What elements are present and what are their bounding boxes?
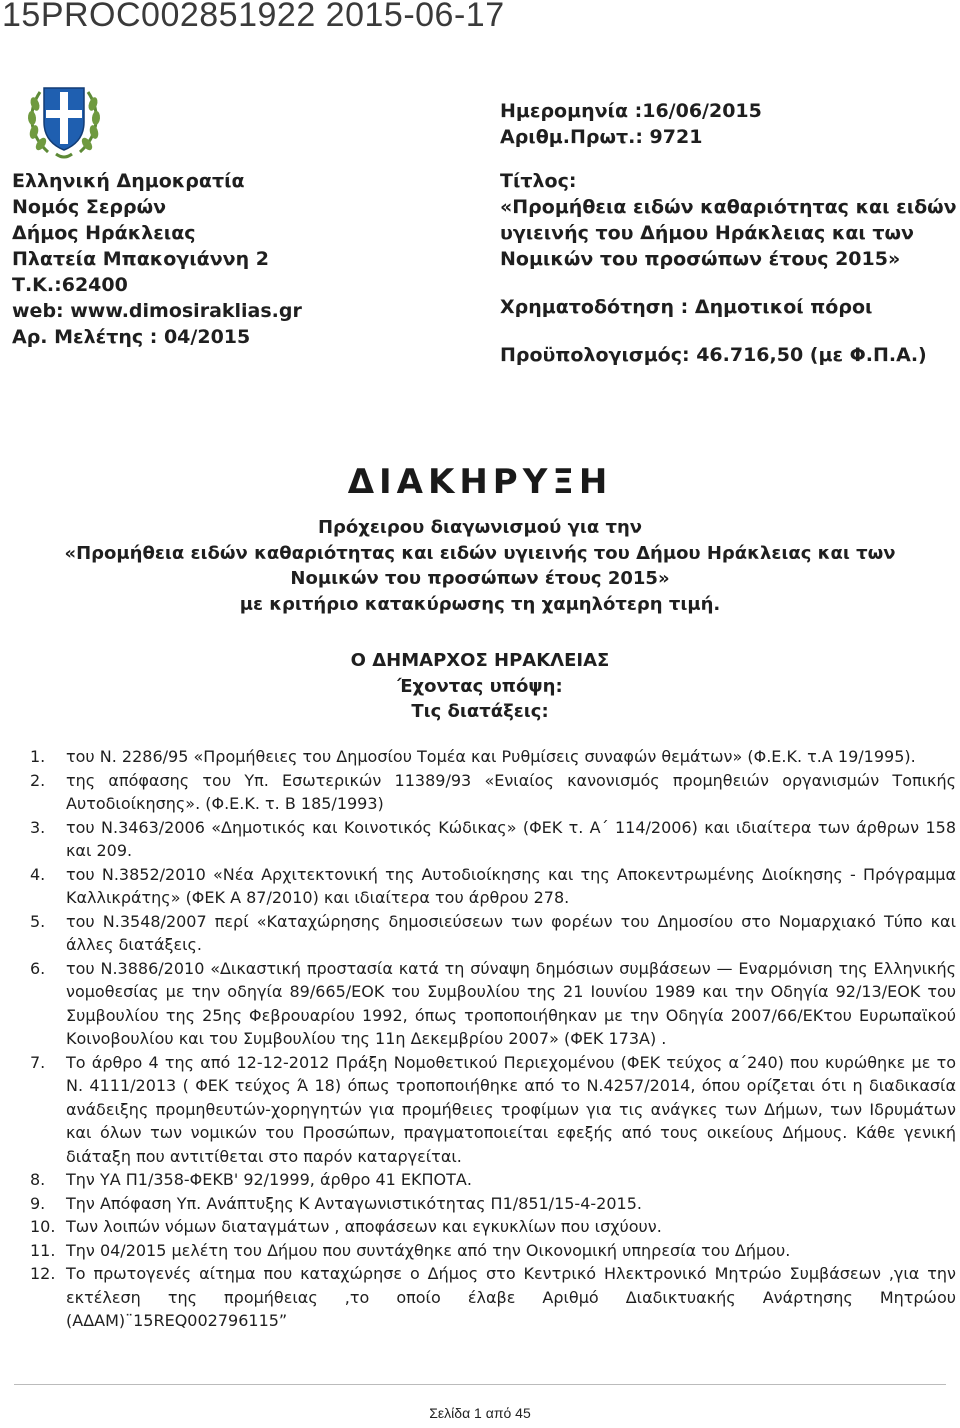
list-item: 4. του Ν.3852/2010 «Νέα Αρχιτεκτονική της Αυτοδιοίκησης και της Αποκεντρωμένης Διοίκησης - Πρόγραμμα Καλλικράτης» (ΦΕΚ Α 87/2010) και ιδιαίτερα του άρθρου 278.	[30, 864, 956, 907]
list-item: 8. Την ΥΑ Π1/358-ΦΕΚΒ' 92/1999, άρθρο 41 ΕΚΠΟΤΑ.	[30, 1170, 472, 1189]
provisions-heading: Τις διατάξεις:	[411, 701, 549, 722]
list-item: 6. του Ν.3886/2010 «Δικαστική προστασία κατά τη σύναψη δημόσιων συμβάσεων — Εναρμόνιση της Ελληνικής νομοθεσίας με την οδηγία 89/665/ΕΟΚ του Συμβουλίου της 21 Ιουνίου 1989 και την Οδηγία 92/13/ΕΟΚ του Συμβουλίου της 25ης Φεβρουαρίου 1992, όπως τροποποιήθηκαν με την Οδηγία 2007/66/ΕΚτου Ευρωπαϊκού Κοινοβουλίου και του Συμβουλίου της 11η Δεκεμβρίου 2007» (ΦΕΚ 173Α) .	[30, 958, 956, 1048]
provisions-list	[30, 745, 956, 1333]
issuer-line: Τ.Κ.:62400	[12, 274, 128, 296]
issuer-line: Δήμος Ηράκλειας	[12, 222, 196, 244]
issuer-line: web: www.dimosiraklias.gr	[12, 300, 302, 322]
protocol-number: Αριθμ.Πρωτ.: 9721	[500, 126, 703, 148]
issuer-block	[12, 168, 302, 350]
greek-emblem-icon	[26, 82, 102, 160]
list-item: 5. του Ν.3548/2007 περί «Καταχώρησης δημοσιεύσεων των φορέων του Δημοσίου στο Νομαρχιακό Τύπο και άλλες διατάξεις.	[30, 911, 956, 954]
issuer-line: Ελληνική Δημοκρατία	[12, 170, 245, 192]
list-item: 2. της απόφασης του Υπ. Εσωτερικών 11389/93 «Ενιαίος κανονισμός προμηθειών οργανισμών Τοπικής Αυτοδιοίκησης». (Φ.Ε.Κ. τ. Β 185/1993)	[30, 770, 956, 813]
announcement-subtitle	[0, 515, 960, 617]
budget: Προϋπολογισμός: 46.716,50 (με Φ.Π.Α.)	[500, 344, 927, 366]
subtitle-line: Νομικών του προσώπων έτους 2015»	[290, 568, 670, 589]
document-id: 15PROC002851922 2015-06-17	[2, 0, 505, 34]
title-label: Τίτλος:	[500, 170, 577, 192]
list-item: 7. Το άρθρο 4 της από 12-12-2012 Πράξη Νομοθετικού Περιεχομένου (ΦΕΚ τεύχος α΄240) που κυρώθηκε με το Ν. 4111/2013 ( ΦΕΚ τεύχος Ά 18) όπως τροποποιήθηκε από το Ν.4257/2014, όπου ορίζεται ότι η διαδικασία ανάδειξης προμηθευτών-χορηγητών για προμήθειες τροφίμων για τις ανάγκες των Δήμων, των Ιδρυμάτων και όλων των νομικών του Προσώπων, πραγματοποιείται εφεξής από τους οικείους Δήμους. Κάθε γενική διάταξη που αντιτίθεται στο παρόν καταργείται.	[30, 1052, 956, 1166]
document-info	[500, 98, 957, 368]
mayor-heading: Ο ΔΗΜΑΡΧΟΣ ΗΡΑΚΛΕΙΑΣ	[350, 650, 610, 671]
title-line: υγιεινής του Δήμου Ηράκλειας και των	[500, 222, 914, 244]
subtitle-line: «Προμήθεια ειδών καθαριότητας και ειδών υγιεινής του Δήμου Ηράκλειας και των	[64, 542, 896, 564]
date: Ημερομηνία :16/06/2015	[500, 100, 762, 122]
issuer-line: Αρ. Μελέτης : 04/2015	[12, 326, 251, 348]
announcement-title: ΔΙΑΚΗΡΥΞΗ	[347, 462, 613, 502]
list-item: 10. Των λοιπών νόμων διαταγμάτων , αποφάσεων και εγκυκλίων που ισχύουν.	[30, 1217, 662, 1236]
list-item: 1. του Ν. 2286/95 «Προμήθειες του Δημοσίου Τομέα και Ρυθμίσεις συναφών θεμάτων» (Φ.Ε.Κ. τ.Α 19/1995).	[30, 747, 916, 766]
subtitle-line: με κριτήριο κατακύρωσης τη χαμηλότερη τιμή.	[239, 593, 721, 615]
title-line: «Προμήθεια ειδών καθαριότητας και ειδών	[500, 196, 957, 218]
page-number: Σελίδα 1 από 45	[429, 1405, 531, 1421]
list-item: 12. Το πρωτογενές αίτημα που καταχώρησε ο Δήμος στο Κεντρικό Ηλεκτρονικό Μητρώο Συμβάσεων ,για την εκτέλεση της προμήθειας ,το οποίο έλαβε Αριθμό Διαδικτυακής Ανάρτησης Μητρώου (ΑΔΑΜ)¨15REQ002796115”	[30, 1264, 956, 1330]
mayor-block	[0, 648, 960, 725]
list-item: 9. Την Απόφαση Υπ. Ανάπτυξης Κ Ανταγωνιστικότητας Π1/851/15-4-2015.	[30, 1193, 642, 1213]
title-line: Νομικών του προσώπων έτους 2015»	[500, 248, 901, 270]
subtitle-line: Πρόχειρου διαγωνισμού για την	[317, 517, 643, 538]
footer-divider	[14, 1384, 946, 1385]
funding: Χρηματοδότηση : Δημοτικοί πόροι	[500, 296, 873, 318]
considering-heading: Έχοντας υπόψη:	[397, 675, 563, 697]
list-item: 11. Την 04/2015 μελέτη του Δήμου που συντάχθηκε από την Οικονομική υπηρεσία του Δήμου.	[30, 1240, 791, 1260]
issuer-line: Πλατεία Μπακογιάννη 2	[12, 248, 269, 270]
issuer-line: Νομός Σερρών	[12, 196, 167, 218]
list-item: 3. του Ν.3463/2006 «Δημοτικός και Κοινοτικός Κώδικας» (ΦΕΚ τ. Α΄ 114/2006) και ιδιαίτερα των άρθρων 158 και 209.	[30, 817, 956, 860]
